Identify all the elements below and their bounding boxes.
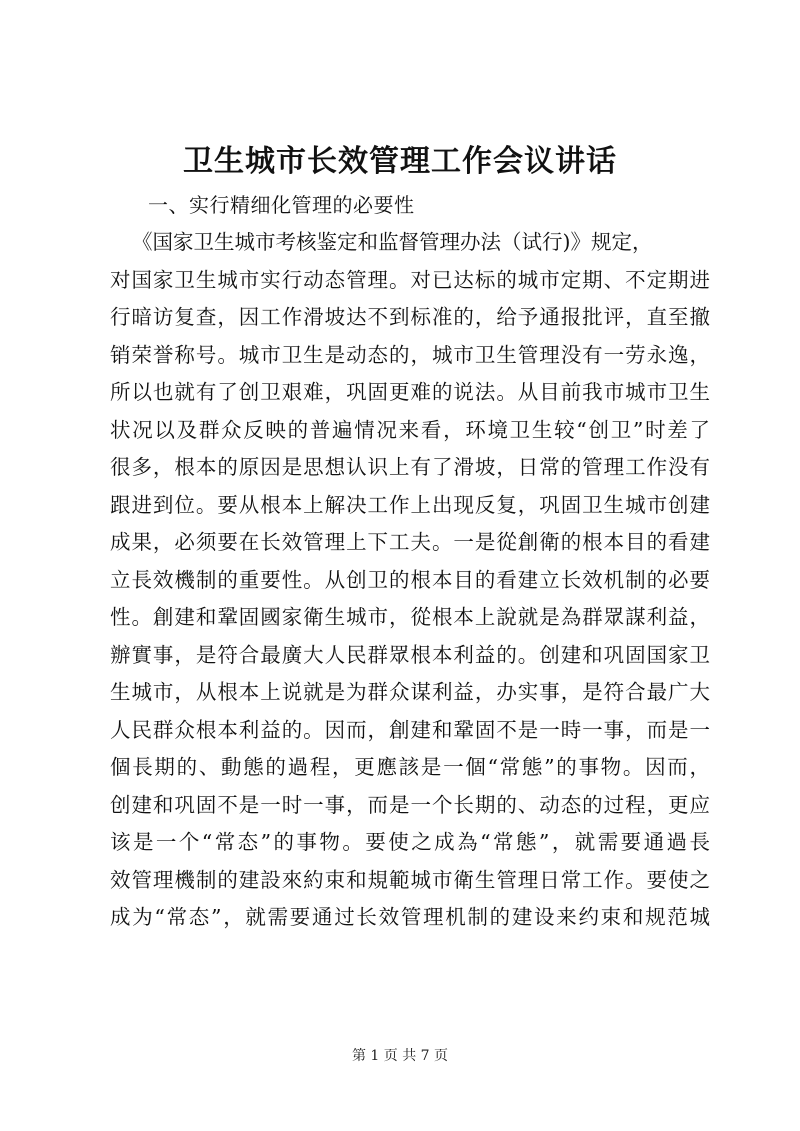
paragraph-line: 创建和巩固不是一时一事，而是一个长期的、动态的过程，更应 [110,792,710,817]
paragraph-line: 状况以及群众反映的普遍情况来看，环境卫生较“创卫”时差了 [110,417,710,442]
paragraph-line: 很多，根本的原因是思想认识上有了滑坡，日常的管理工作没有 [110,455,710,479]
paragraph-line: 生城市，从根本上说就是为群众谋利益，办实事，是符合最广大 [110,680,710,704]
paragraph-line: 成为“常态”，就需要通过长效管理机制的建设来约束和规范城 [110,905,710,929]
paragraph-line: 该是一个“常态”的事物。要使之成為“常態”，就需要通過長 [110,830,710,854]
page-footer: 第 1 页 共 7 页 [351,1048,449,1064]
paragraph-line: 辦實事，是符合最廣大人民群眾根本利益的。创建和巩固国家卫 [110,642,710,667]
body-paragraph [110,224,710,937]
paragraph-line: 性。創建和鞏固國家衛生城市，從根本上說就是為群眾謀利益， [110,605,710,629]
document-title: 卫生城市长效管理工作会议讲话 [183,144,617,179]
paragraph-line: 成果，必须要在长效管理上下工夫。一是從創衛的根本目的看建 [110,530,710,554]
paragraph-line: 对国家卫生城市实行动态管理。对已达标的城市定期、不定期进 [110,267,710,292]
paragraph-line: 跟进到位。要从根本上解决工作上出现反复，巩固卫生城市创建 [110,492,710,517]
paragraph-line: 個長期的、動態的過程，更應該是一個“常態”的事物。因而， [110,755,710,779]
paragraph-line: 所以也就有了创卫艰难，巩固更难的说法。从目前我市城市卫生 [110,380,710,404]
paragraph-line: 销荣誉称号。城市卫生是动态的，城市卫生管理没有一劳永逸， [110,342,710,367]
section-heading: 一、实行精细化管理的必要性 [148,193,415,217]
paragraph-line: 效管理機制的建設來約束和規範城市衛生管理日常工作。要使之 [110,867,710,892]
paragraph-line: 《国家卫生城市考核鉴定和监督管理办法（试行)》规定， [132,230,653,254]
paragraph-line: 行暗访复查，因工作滑坡达不到标准的，给予通报批评，直至撤 [110,305,710,329]
paragraph-line: 立長效機制的重要性。从创卫的根本目的看建立长效机制的必要 [110,567,710,592]
paragraph-line: 人民群众根本利益的。因而，創建和鞏固不是一時一事，而是一 [110,717,710,742]
